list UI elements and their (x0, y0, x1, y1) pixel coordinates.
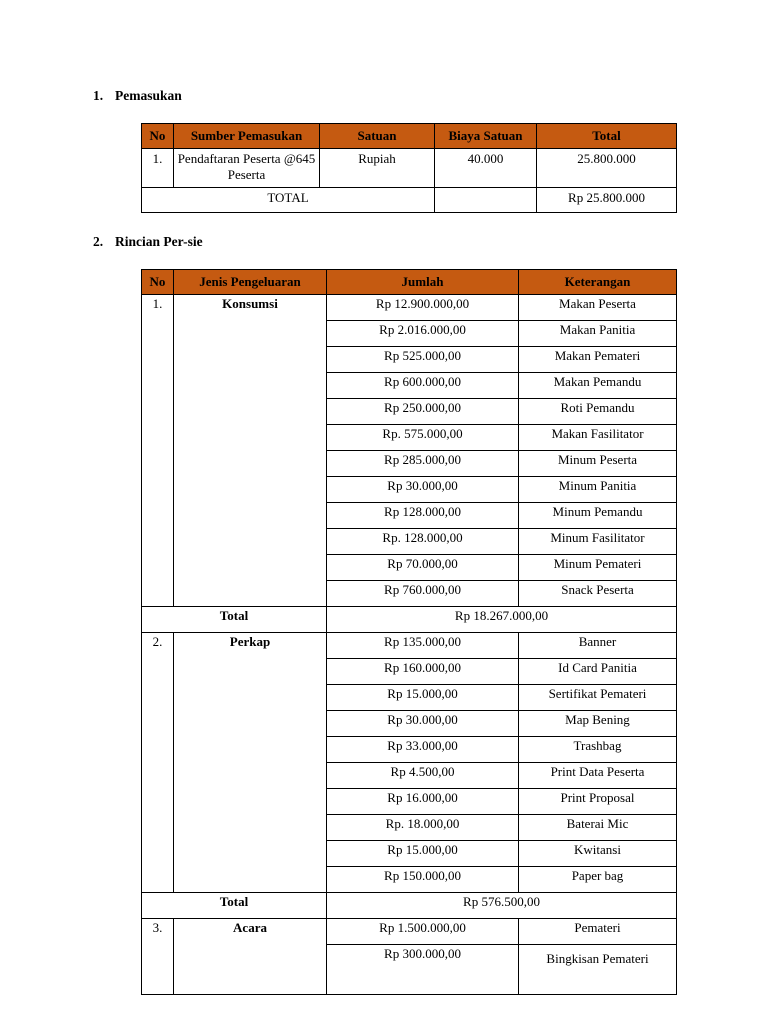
cell-jumlah: Rp 250.000,00 (327, 399, 519, 425)
cell-jumlah: Rp 285.000,00 (327, 451, 519, 477)
group-total-value: Rp 576.500,00 (327, 893, 677, 919)
group-total-row (142, 607, 677, 633)
header-no: No (142, 270, 174, 295)
table-header-row (142, 270, 677, 295)
cell-jumlah: Rp 160.000,00 (327, 659, 519, 685)
table-row (142, 149, 677, 188)
section-heading-rincian (93, 234, 203, 250)
cell-jumlah: Rp 30.000,00 (327, 711, 519, 737)
section-number: 1. (93, 88, 104, 103)
cell-sumber: Pendaftaran Peserta @645 Peserta (174, 149, 320, 188)
header-total: Total (537, 124, 677, 149)
table-row (142, 295, 677, 321)
cell-keterangan: Makan Peserta (519, 295, 677, 321)
cell-satuan: Rupiah (320, 149, 435, 188)
income-table (141, 123, 677, 213)
cell-total: 25.800.000 (537, 149, 677, 188)
cell-jumlah: Rp 4.500,00 (327, 763, 519, 789)
header-jenis-pengeluaran: Jenis Pengeluaran (174, 270, 327, 295)
cell-jenis: Acara (174, 919, 327, 995)
cell-jumlah: Rp 525.000,00 (327, 347, 519, 373)
cell-keterangan: Id Card Panitia (519, 659, 677, 685)
cell-jumlah: Rp 70.000,00 (327, 555, 519, 581)
header-biaya-satuan: Biaya Satuan (435, 124, 537, 149)
cell-keterangan: Sertifikat Pemateri (519, 685, 677, 711)
header-satuan: Satuan (320, 124, 435, 149)
cell-jumlah: Rp 15.000,00 (327, 685, 519, 711)
cell-keterangan: Banner (519, 633, 677, 659)
cell-jenis: Konsumsi (174, 295, 327, 607)
header-jumlah: Jumlah (327, 270, 519, 295)
header-keterangan: Keterangan (519, 270, 677, 295)
cell-keterangan: Minum Pemateri (519, 555, 677, 581)
cell-jumlah: Rp 1.500.000,00 (327, 919, 519, 945)
cell-jumlah: Rp 300.000,00 (327, 945, 519, 995)
cell-keterangan: Makan Fasilitator (519, 425, 677, 451)
cell-no: 2. (142, 633, 174, 893)
header-sumber-pemasukan: Sumber Pemasukan (174, 124, 320, 149)
cell-jumlah: Rp 2.016.000,00 (327, 321, 519, 347)
section-title: Rincian Per-sie (115, 234, 203, 249)
cell-keterangan: Trashbag (519, 737, 677, 763)
cell-keterangan: Pemateri (519, 919, 677, 945)
cell-jumlah: Rp 15.000,00 (327, 841, 519, 867)
cell-jumlah: Rp. 575.000,00 (327, 425, 519, 451)
cell-keterangan: Minum Peserta (519, 451, 677, 477)
cell-jumlah: Rp 600.000,00 (327, 373, 519, 399)
total-empty-cell (435, 188, 537, 213)
cell-keterangan: Makan Pemandu (519, 373, 677, 399)
cell-no: 3. (142, 919, 174, 995)
cell-no: 1. (142, 149, 174, 188)
cell-jumlah: Rp 16.000,00 (327, 789, 519, 815)
cell-keterangan: Paper bag (519, 867, 677, 893)
expense-table (141, 269, 677, 995)
cell-keterangan: Print Proposal (519, 789, 677, 815)
cell-jumlah: Rp 33.000,00 (327, 737, 519, 763)
cell-keterangan: Print Data Peserta (519, 763, 677, 789)
cell-keterangan: Bingkisan Pemateri (519, 945, 677, 995)
cell-jumlah: Rp 12.900.000,00 (327, 295, 519, 321)
group-total-value: Rp 18.267.000,00 (327, 607, 677, 633)
cell-keterangan: Kwitansi (519, 841, 677, 867)
cell-keterangan: Roti Pemandu (519, 399, 677, 425)
cell-biaya: 40.000 (435, 149, 537, 188)
cell-keterangan: Snack Peserta (519, 581, 677, 607)
cell-jenis: Perkap (174, 633, 327, 893)
cell-jumlah: Rp. 128.000,00 (327, 529, 519, 555)
cell-keterangan: Minum Pemandu (519, 503, 677, 529)
header-no: No (142, 124, 174, 149)
section-number: 2. (93, 234, 104, 249)
cell-jumlah: Rp 135.000,00 (327, 633, 519, 659)
total-label: TOTAL (142, 188, 435, 213)
total-value: Rp 25.800.000 (537, 188, 677, 213)
cell-keterangan: Baterai Mic (519, 815, 677, 841)
group-total-label: Total (142, 893, 327, 919)
group-total-row (142, 893, 677, 919)
cell-jumlah: Rp 150.000,00 (327, 867, 519, 893)
cell-jumlah: Rp 760.000,00 (327, 581, 519, 607)
table-row (142, 633, 677, 659)
cell-keterangan: Minum Fasilitator (519, 529, 677, 555)
group-total-label: Total (142, 607, 327, 633)
section-heading-pemasukan (93, 88, 182, 104)
cell-keterangan: Makan Pemateri (519, 347, 677, 373)
table-row (142, 919, 677, 945)
cell-keterangan: Makan Panitia (519, 321, 677, 347)
cell-keterangan: Minum Panitia (519, 477, 677, 503)
cell-jumlah: Rp 30.000,00 (327, 477, 519, 503)
cell-jumlah: Rp. 18.000,00 (327, 815, 519, 841)
cell-keterangan: Map Bening (519, 711, 677, 737)
section-title: Pemasukan (115, 88, 182, 103)
table-total-row (142, 188, 677, 213)
cell-no: 1. (142, 295, 174, 607)
cell-jumlah: Rp 128.000,00 (327, 503, 519, 529)
table-header-row (142, 124, 677, 149)
